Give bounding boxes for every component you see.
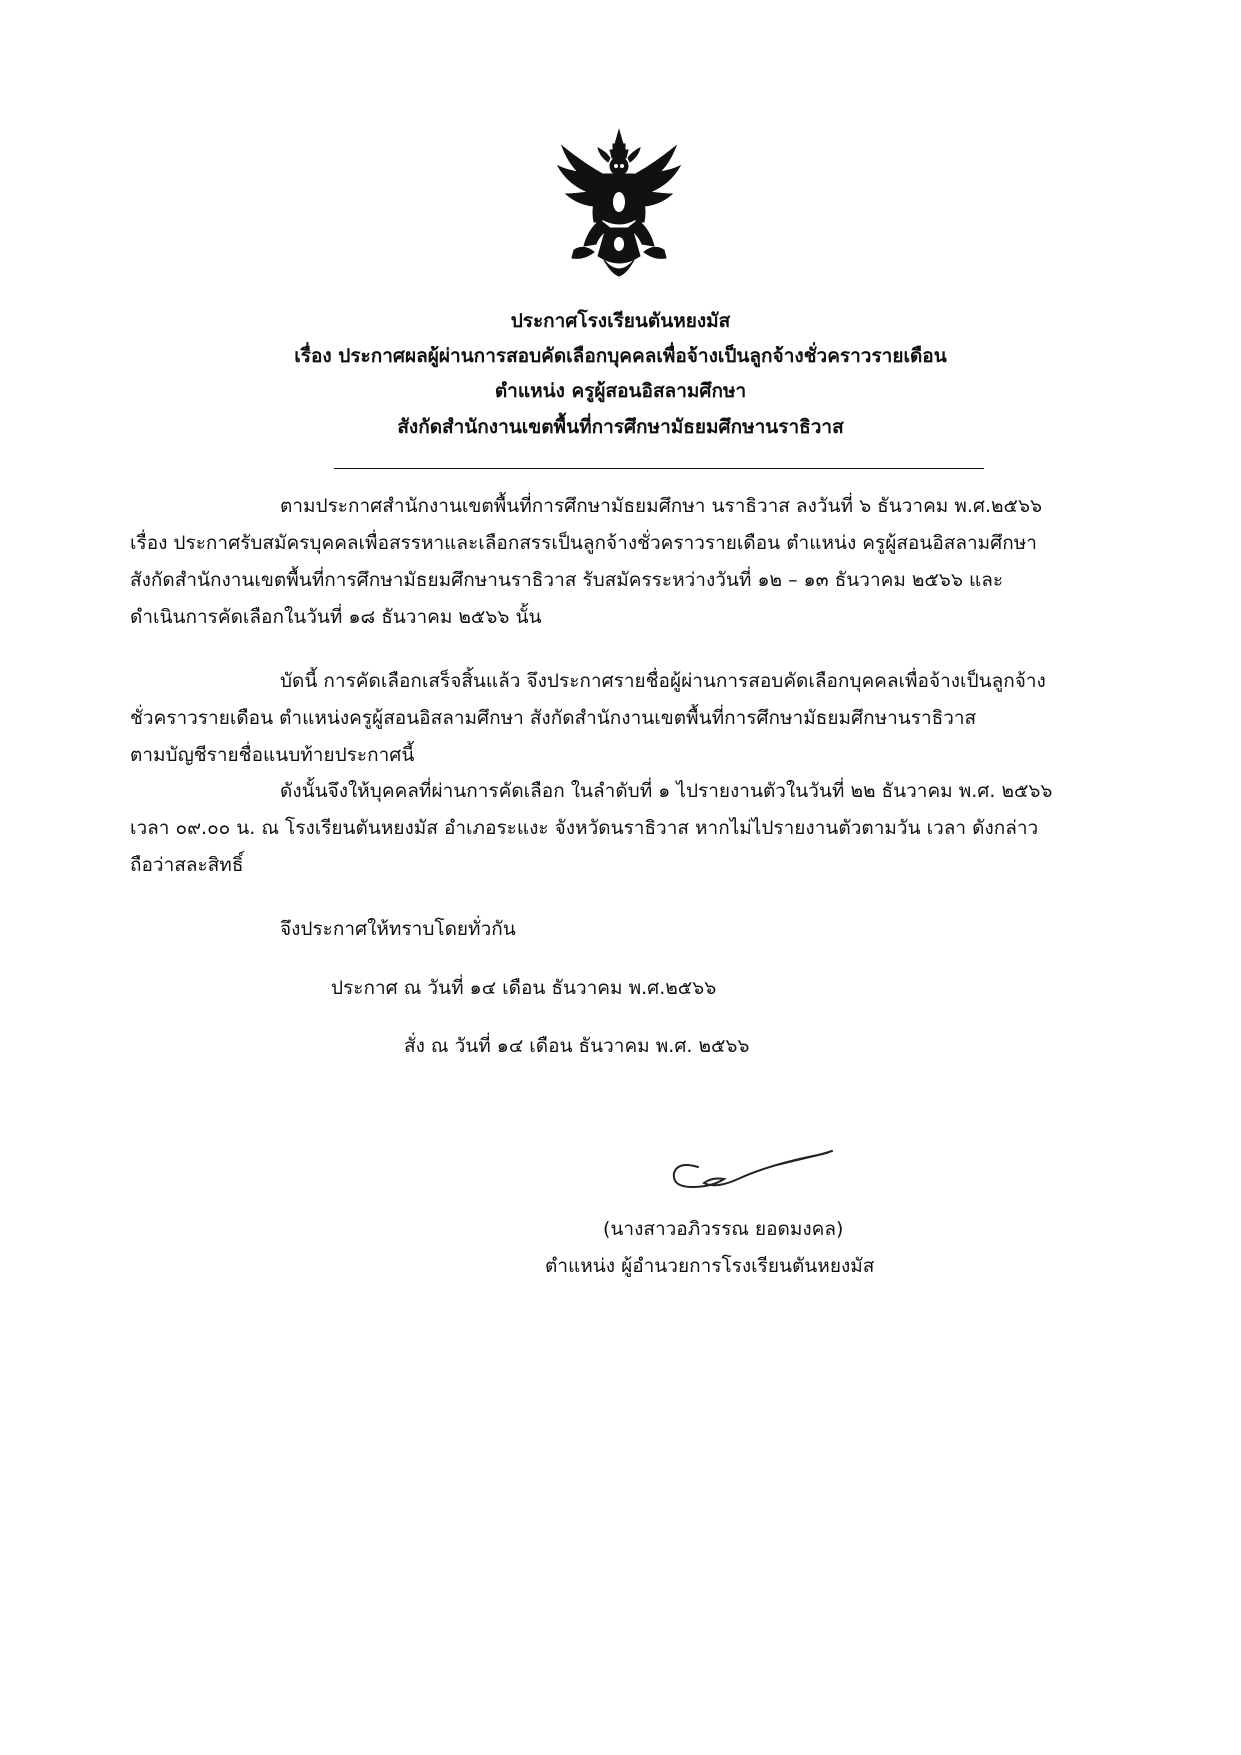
garuda-emblem-icon <box>554 126 684 278</box>
paragraph-2-line-2: ชั่วคราวรายเดือน ตำแหน่งครูผู้สอนอิสลามศึกษา สังกัดสำนักงานเขตพื้นที่การศึกษามัธยมศึกษานราธิวาส <box>130 707 977 729</box>
paragraph-3-line-2: เวลา ๐๙.๐๐ น. ณ โรงเรียนตันหยงมัส อำเภอระแงะ จังหวัดนราธิวาส หากไม่ไปรายงานตัวตามวัน เวลา ดังกล่าว <box>130 817 1039 839</box>
paragraph-1-line-2: เรื่อง ประกาศรับสมัครบุคคลเพื่อสรรหาและเลือกสรรเป็นลูกจ้างชั่วคราวรายเดือน ตำแหน่ง ครูผู้สอนอิสลามศึกษา <box>130 532 1037 554</box>
paragraph-2-line-3: ตามบัญชีรายชื่อแนบท้ายประกาศนี้ <box>130 744 415 766</box>
paragraph-3-line-1: ดังนั้นจึงให้บุคคลที่ผ่านการคัดเลือก ในลำดับที่ ๑ ไปรายงานตัวในวันที่ ๒๒ ธันวาคม พ.ศ. ๒๕๖๖ <box>280 780 1053 802</box>
announcement-date: ประกาศ ณ วันที่ ๑๔ เดือน ธันวาคม พ.ศ.๒๕๖๖ <box>331 977 717 999</box>
paragraph-1-line-3: สังกัดสำนักงานเขตพื้นที่การศึกษามัธยมศึกษานราธิวาส รับสมัครระหว่างวันที่ ๑๒ – ๑๓ ธันวาคม ๒๕๖๖ และ <box>130 569 1004 591</box>
order-date: สั่ง ณ วันที่ ๑๔ เดือน ธันวาคม พ.ศ. ๒๕๖๖ <box>404 1035 750 1057</box>
closing-statement: จึงประกาศให้ทราบโดยทั่วกัน <box>280 918 516 940</box>
document-subject: เรื่อง ประกาศผลผู้ผ่านการสอบคัดเลือกบุคคลเพื่อจ้างเป็นลูกจ้างชั่วคราวรายเดือน <box>294 345 947 367</box>
paragraph-3-line-3: ถือว่าสละสิทธิ์ <box>130 854 244 876</box>
document-title: ประกาศโรงเรียนตันหยงมัส <box>510 310 731 332</box>
heading-divider <box>334 468 984 469</box>
signatory-title: ตำแหน่ง ผู้อำนวยการโรงเรียนตันหยงมัส <box>545 1255 875 1277</box>
handwritten-signature <box>668 1143 838 1199</box>
paragraph-2-line-1: บัดนี้ การคัดเลือกเสร็จสิ้นแล้ว จึงประกาศรายชื่อผู้ผ่านการสอบคัดเลือกบุคคลเพื่อจ้างเป็นลูกจ้าง <box>280 670 1046 692</box>
document-position: ตำแหน่ง ครูผู้สอนอิสลามศึกษา <box>494 380 747 402</box>
signatory-name: (นางสาวอภิวรรณ ยอดมงคล) <box>603 1218 844 1240</box>
paragraph-1-line-4: ดำเนินการคัดเลือกในวันที่ ๑๘ ธันวาคม ๒๕๖๖ นั้น <box>130 606 542 628</box>
document-affiliation: สังกัดสำนักงานเขตพื้นที่การศึกษามัธยมศึกษานราธิวาส <box>397 416 844 438</box>
paragraph-1-line-1: ตามประกาศสำนักงานเขตพื้นที่การศึกษามัธยมศึกษา นราธิวาส ลงวันที่ ๖ ธันวาคม พ.ศ.๒๕๖๖ <box>280 495 1043 517</box>
